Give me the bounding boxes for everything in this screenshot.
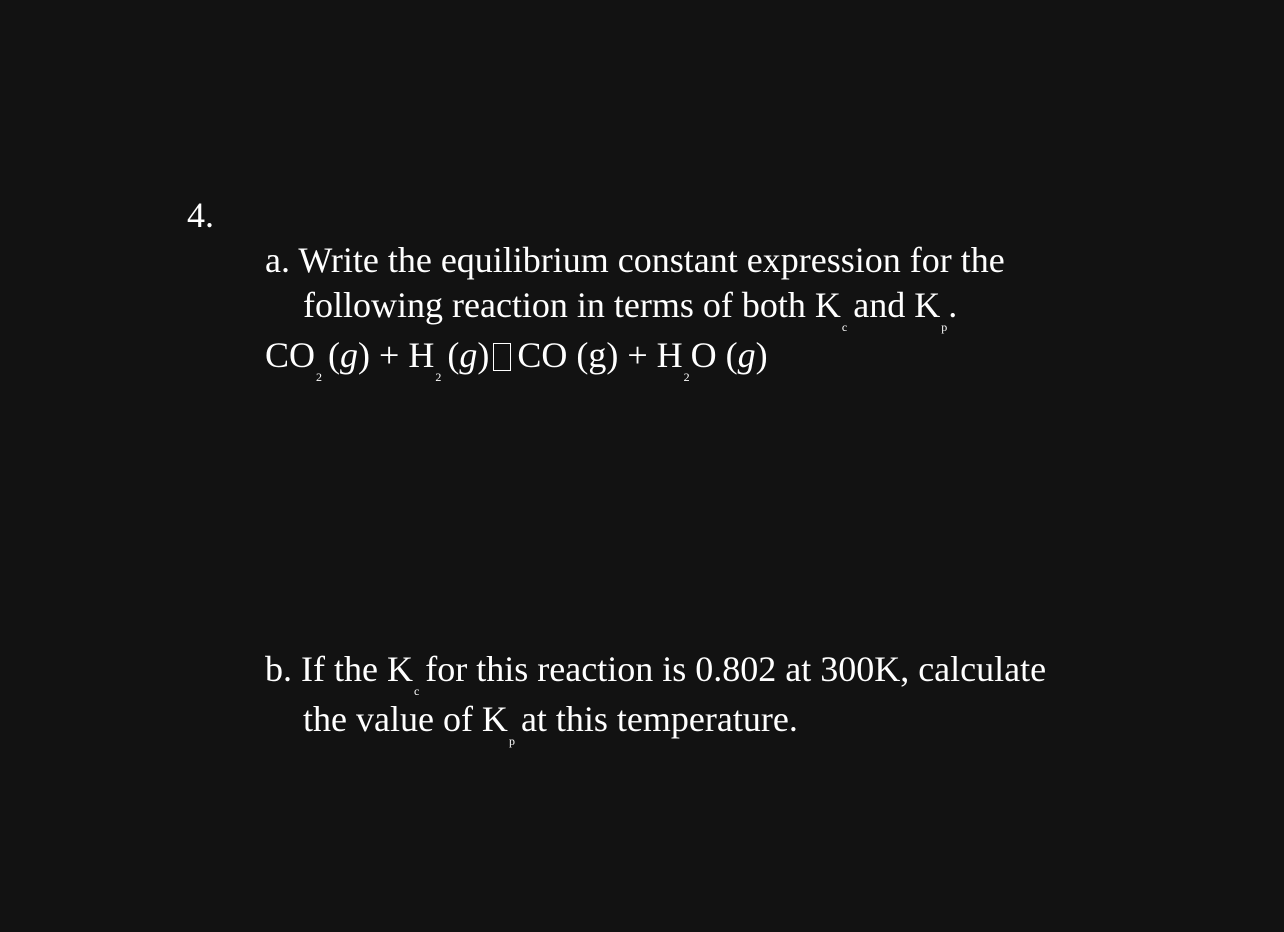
plus-sign-2: + (627, 335, 648, 375)
product-h2o-rest: O ( (690, 335, 738, 375)
reactant-co2: CO (265, 335, 316, 375)
part-a-text-3: . (948, 285, 958, 325)
equilibrium-arrow-missing-glyph-icon (493, 343, 511, 371)
co2-state-open: ( (328, 335, 341, 375)
plus-sign-1: + (379, 335, 400, 375)
reaction-equation (265, 333, 768, 383)
kc-subscript-b: c (413, 684, 420, 698)
part-b-text-1: b. If the K (265, 649, 413, 689)
part-a-line-2 (303, 283, 957, 333)
co2-subscript: 2 (316, 370, 323, 384)
part-b-text-3: the value of K (303, 699, 508, 739)
part-a-text-2: and K (853, 285, 941, 325)
h2-state: g (459, 335, 478, 375)
part-b-line-1 (265, 647, 1046, 697)
h2-subscript: 2 (435, 370, 442, 384)
reactant-h2: H (408, 335, 435, 375)
h2o-subscript: 2 (683, 370, 690, 384)
kc-subscript: c (841, 320, 848, 334)
part-a-text-1: following reaction in terms of both K (303, 285, 841, 325)
kp-subscript: p (941, 320, 948, 334)
part-b-text-4: at this temperature. (520, 699, 798, 739)
h2o-state-close: ) (755, 335, 768, 375)
co2-state: g (340, 335, 359, 375)
h2-state-close: ) (477, 335, 490, 375)
product-h2o-h: H (656, 335, 683, 375)
part-b-text-2: for this reaction is 0.802 at 300K, calculate (425, 649, 1047, 689)
h2-state-open: ( (447, 335, 460, 375)
product-co: CO (g) (517, 335, 619, 375)
h2o-state: g (737, 335, 756, 375)
kp-subscript-b: p (508, 734, 515, 748)
part-b-line-2 (303, 697, 798, 747)
question-number: 4. (187, 195, 214, 235)
part-a-line-1: a. Write the equilibrium constant expression for the (265, 240, 1005, 280)
co2-state-close: ) (358, 335, 371, 375)
